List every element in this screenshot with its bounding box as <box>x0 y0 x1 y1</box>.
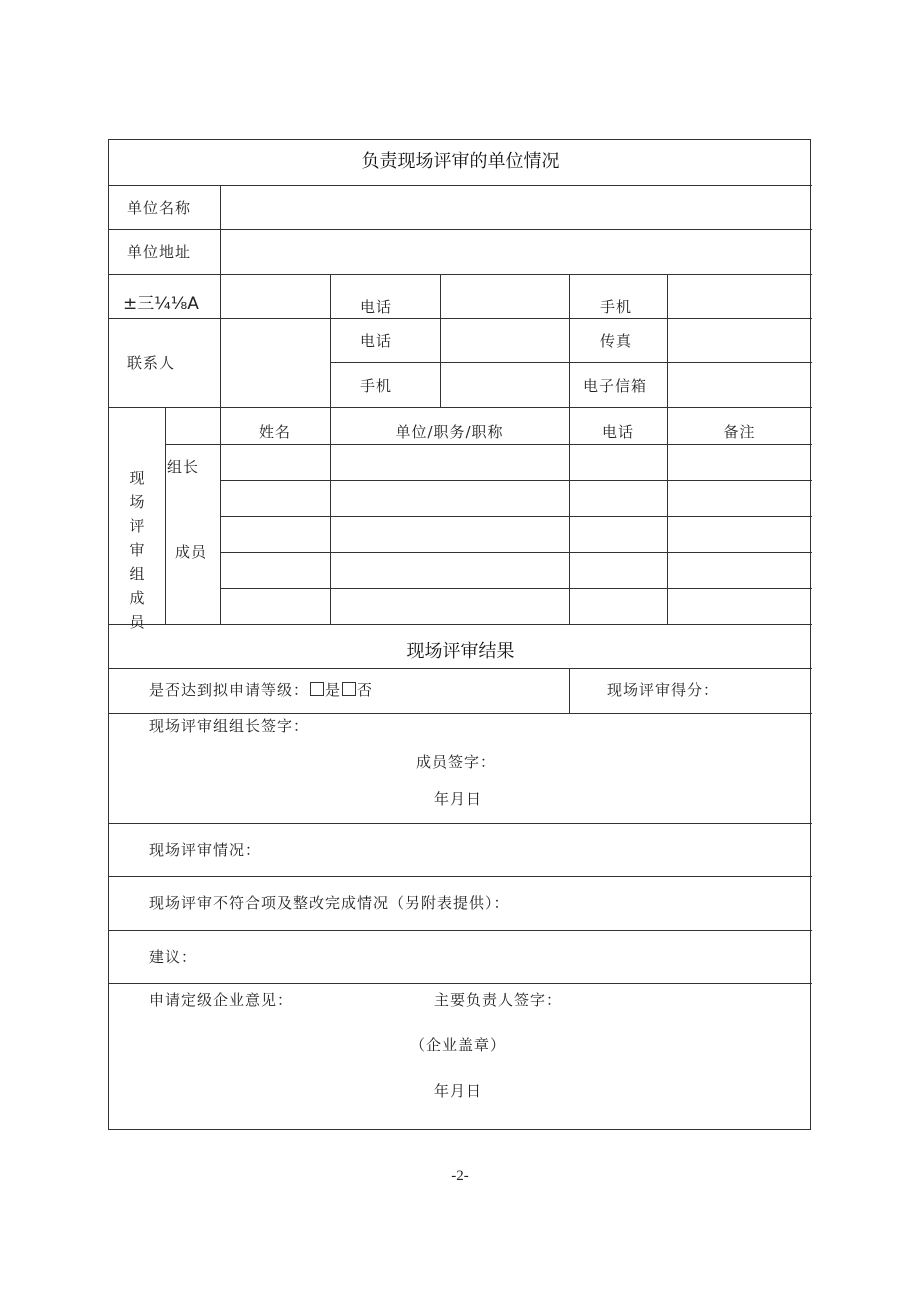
rule <box>109 713 812 714</box>
company-seal-label: （企业盖章） <box>410 1036 507 1054</box>
suggestion-label: 建议： <box>149 948 198 966</box>
col-remark-header: 备注 <box>723 423 756 441</box>
rule <box>330 362 812 363</box>
rule <box>109 876 812 877</box>
member-sign-label: 成员签字： <box>416 753 497 771</box>
rule <box>109 407 812 408</box>
rule <box>109 823 812 824</box>
rule <box>109 185 812 186</box>
member-label: 成员 <box>175 543 208 561</box>
rule <box>165 444 812 445</box>
yes-checkbox[interactable] <box>310 682 324 696</box>
col-phone-header: 电话 <box>601 423 634 441</box>
date-line-2: 年月日 <box>434 1082 483 1100</box>
rule <box>569 274 570 407</box>
section-title-unit-info: 负责现场评审的单位情况 <box>361 151 560 172</box>
rule <box>220 552 812 553</box>
col-title-header: 单位/职务/职称 <box>395 423 504 441</box>
col-name-header: 姓名 <box>258 423 291 441</box>
fax-label: 传真 <box>600 332 633 350</box>
rule <box>109 624 812 625</box>
rule <box>569 668 570 713</box>
rule <box>109 930 812 931</box>
contact-mobile-label: 手机 <box>360 377 393 395</box>
rule <box>109 983 812 984</box>
unit-address-label: 单位地址 <box>127 243 192 261</box>
rule <box>220 516 812 517</box>
leader-sign-label: 现场评审组组长签字： <box>149 717 310 735</box>
review-status-label: 现场评审情况： <box>149 841 262 859</box>
team-side-label: 现场 评审 组成 员 <box>129 469 145 631</box>
unit-name-label: 单位名称 <box>127 199 192 217</box>
nonconformity-label: 现场评审不符合项及整改完成情况（另附表提供）： <box>149 894 510 912</box>
grade-question: 是否达到拟申请等级： 是 否 <box>149 681 374 699</box>
principal-sign-label: 主要负责人签字： <box>434 991 563 1009</box>
rule <box>667 274 668 407</box>
rule <box>109 229 812 230</box>
rule <box>109 274 812 275</box>
company-opinion-label: 申请定级企业意见： <box>149 991 294 1009</box>
leader-label: 组长 <box>167 458 200 476</box>
rule <box>220 588 812 589</box>
score-label: 现场评审得分： <box>607 681 720 699</box>
rule <box>220 480 812 481</box>
contact-label: 联系人 <box>127 354 176 372</box>
date-line-1: 年月日 <box>434 790 483 808</box>
mobile-label: 手机 <box>600 298 633 316</box>
rule <box>220 185 221 407</box>
email-label: 电子信箱 <box>583 377 648 395</box>
page-number: -2- <box>451 1168 469 1184</box>
phone-label: 电话 <box>360 298 393 316</box>
evaluation-form <box>108 139 811 1130</box>
rule <box>165 407 166 624</box>
no-checkbox[interactable] <box>342 682 356 696</box>
contact-phone-label: 电话 <box>360 332 393 350</box>
rule <box>330 274 331 407</box>
legal-rep-label: ±三¼⅛A <box>123 294 199 314</box>
rule <box>440 274 441 407</box>
rule <box>109 668 812 669</box>
section-title-result: 现场评审结果 <box>406 641 515 662</box>
rule <box>109 318 812 319</box>
